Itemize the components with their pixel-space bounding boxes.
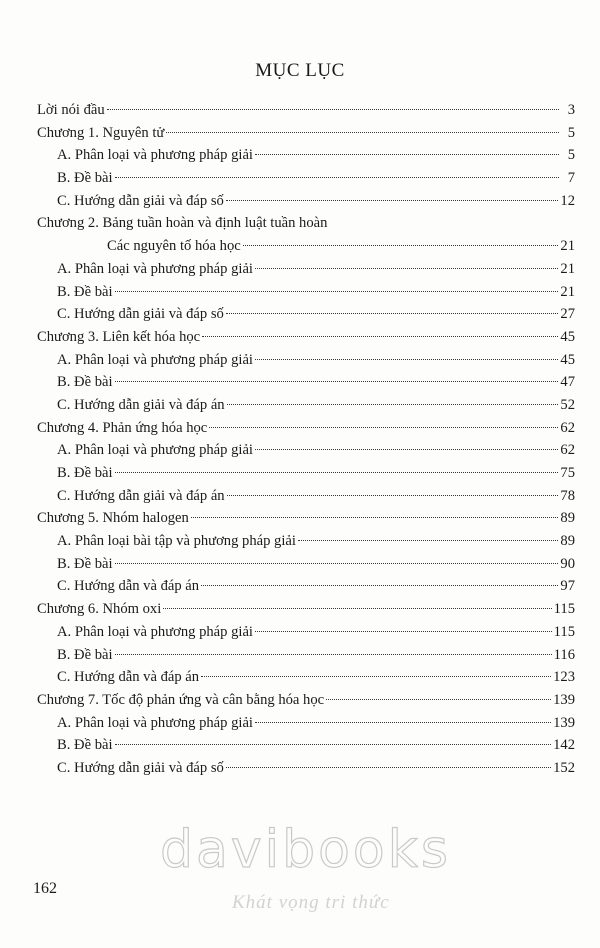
dot-leader <box>255 268 558 269</box>
dot-leader <box>226 767 551 768</box>
toc-entry-page: 116 <box>553 646 575 663</box>
dot-leader <box>255 359 558 360</box>
dot-leader <box>115 654 552 655</box>
dot-leader <box>226 200 559 201</box>
toc-entry <box>37 530 575 553</box>
toc-entry-page: 89 <box>560 510 575 527</box>
dot-leader <box>163 608 551 609</box>
dot-leader <box>227 495 559 496</box>
toc-entry-label: C. Hướng dẫn giải và đáp số <box>57 306 224 323</box>
dot-leader <box>255 154 559 155</box>
toc-entry-label: Chương 2. Bảng tuần hoàn và định luật tuần hoàn <box>37 215 328 232</box>
toc-entry-page: 62 <box>560 419 575 436</box>
toc-entry-label: B. Đề bài <box>57 374 113 391</box>
toc-entry-label: A. Phân loại và phương pháp giải <box>57 147 253 164</box>
toc-entry-page: 78 <box>560 487 575 504</box>
toc-entry <box>37 734 575 757</box>
watermark-slogan: Khát vọng tri thức <box>232 892 390 913</box>
toc-entry-label: A. Phân loại và phương pháp giải <box>57 714 253 731</box>
toc-entry <box>37 99 575 122</box>
toc-entry-label: B. Đề bài <box>57 465 113 481</box>
toc-entry <box>37 507 575 530</box>
toc-entry <box>37 258 575 281</box>
toc-entry-page: 152 <box>553 759 575 776</box>
toc-entry <box>37 485 575 508</box>
toc-entry-page: 21 <box>560 238 575 255</box>
toc-entry-page: 7 <box>567 170 575 187</box>
toc-entry <box>37 167 575 190</box>
toc-entry <box>37 417 575 440</box>
toc-entry <box>37 122 575 145</box>
toc-entry <box>37 575 575 598</box>
toc-entry-page: 139 <box>553 714 575 731</box>
dot-leader <box>201 676 551 677</box>
dot-leader <box>298 540 558 541</box>
toc-entry <box>37 553 575 576</box>
toc-entry-page: 139 <box>553 691 575 708</box>
toc-entry-page: 123 <box>553 669 575 686</box>
toc-entry-page: 45 <box>560 351 575 368</box>
toc-entry <box>37 394 575 417</box>
toc-entry <box>37 371 575 394</box>
toc-entry <box>37 235 575 258</box>
toc-entry-label: Các nguyên tố hóa học <box>107 238 241 255</box>
toc-entry <box>37 303 575 326</box>
toc-entry-label: A. Phân loại và phương pháp giải <box>57 260 253 277</box>
toc-entry-label: Chương 3. Liên kết hóa học <box>37 328 201 345</box>
toc-entry <box>37 462 575 485</box>
toc-entry-page: 75 <box>560 465 575 481</box>
dot-leader <box>115 177 559 178</box>
dot-leader <box>255 449 558 450</box>
toc-entry-page: 90 <box>560 555 575 572</box>
toc-entry-page: 47 <box>560 374 575 391</box>
toc-entry-page: 142 <box>553 737 575 754</box>
toc-entry <box>37 439 575 462</box>
toc-entry-page: 115 <box>553 623 575 640</box>
dot-leader <box>255 722 551 723</box>
toc-entry-label: B. Đề bài <box>57 646 113 663</box>
toc-entry <box>37 666 575 689</box>
toc-entry-page: 62 <box>560 442 575 459</box>
toc-entry-label: B. Đề bài <box>57 737 113 754</box>
toc-entry-label: Chương 1. Nguyên tử <box>37 124 165 141</box>
toc-entry-label: C. Hướng dẫn giải và đáp án <box>57 396 225 413</box>
toc-entry-label: Chương 7. Tốc độ phản ứng và cân bằng hóa học <box>37 691 325 708</box>
toc-entry-label: C. Hướng dẫn và đáp án <box>57 669 200 686</box>
toc-entry-label: C. Hướng dẫn giải và đáp số <box>57 759 224 776</box>
dot-leader <box>243 245 559 246</box>
toc-entry-label: A. Phân loại và phương pháp giải <box>57 442 253 459</box>
toc-entry <box>37 689 575 712</box>
toc-entry <box>37 144 575 167</box>
toc-entry-label: Chương 6. Nhóm oxi <box>37 601 162 618</box>
dot-leader <box>115 563 559 564</box>
dot-leader <box>202 336 558 337</box>
toc-entry-label: C. Hướng dẫn giải và đáp án <box>57 487 225 504</box>
toc-entry-page: 5 <box>567 147 575 164</box>
dot-leader <box>115 744 552 745</box>
dot-leader <box>166 132 559 133</box>
toc-entry-page: 97 <box>560 578 575 595</box>
toc-entry-page: 45 <box>560 328 575 345</box>
toc-entry-page: 3 <box>567 102 575 118</box>
toc-entry-page: 12 <box>560 192 575 209</box>
dot-leader <box>326 699 551 700</box>
toc-entry-page: 21 <box>560 260 575 277</box>
toc-entry <box>37 757 575 780</box>
dot-leader <box>191 517 559 518</box>
toc-entry-label: B. Đề bài <box>57 283 113 300</box>
toc-entry <box>37 212 575 235</box>
dot-leader <box>115 472 559 473</box>
toc-entry-label: A. Phân loại bài tập và phương pháp giải <box>57 533 296 550</box>
toc-entry-label: C. Hướng dẫn giải và đáp số <box>57 192 224 209</box>
page-number: 162 <box>33 880 57 897</box>
page-title: MỤC LỤC <box>255 60 345 81</box>
toc-entry <box>37 712 575 735</box>
toc-entry-page: 21 <box>560 283 575 300</box>
dot-leader <box>107 109 559 110</box>
toc-entry <box>37 349 575 372</box>
dot-leader <box>255 631 552 632</box>
toc-entry <box>37 621 575 644</box>
toc-entry <box>37 598 575 621</box>
toc-entry-label: Chương 5. Nhóm halogen <box>37 510 189 527</box>
dot-leader <box>209 427 558 428</box>
toc-entry <box>37 644 575 667</box>
toc-entry-label: Chương 4. Phản ứng hóa học <box>37 419 208 436</box>
toc-entry-page: 27 <box>560 306 575 323</box>
dot-leader <box>201 585 558 586</box>
dot-leader <box>227 404 559 405</box>
toc-entry-page: 5 <box>567 124 575 141</box>
dot-leader <box>115 381 559 382</box>
dot-leader <box>115 291 559 292</box>
toc-entry-label: A. Phân loại và phương pháp giải <box>57 623 253 640</box>
toc-entry-page: 115 <box>553 601 575 618</box>
toc-entry <box>37 326 575 349</box>
toc-entry-label: Lời nói đầu <box>37 102 105 118</box>
watermark-logo: davibooks <box>160 820 451 880</box>
toc-entry-label: B. Đề bài <box>57 170 113 187</box>
toc-entry-label: B. Đề bài <box>57 555 113 572</box>
toc-entry-page: 52 <box>560 396 575 413</box>
toc-entry-label: C. Hướng dẫn và đáp án <box>57 578 200 595</box>
toc-entry-page: 89 <box>560 533 575 550</box>
toc-entry-label: A. Phân loại và phương pháp giải <box>57 351 253 368</box>
toc-entry <box>37 190 575 213</box>
dot-leader <box>226 313 559 314</box>
table-of-contents <box>37 99 575 780</box>
toc-entry <box>37 281 575 304</box>
